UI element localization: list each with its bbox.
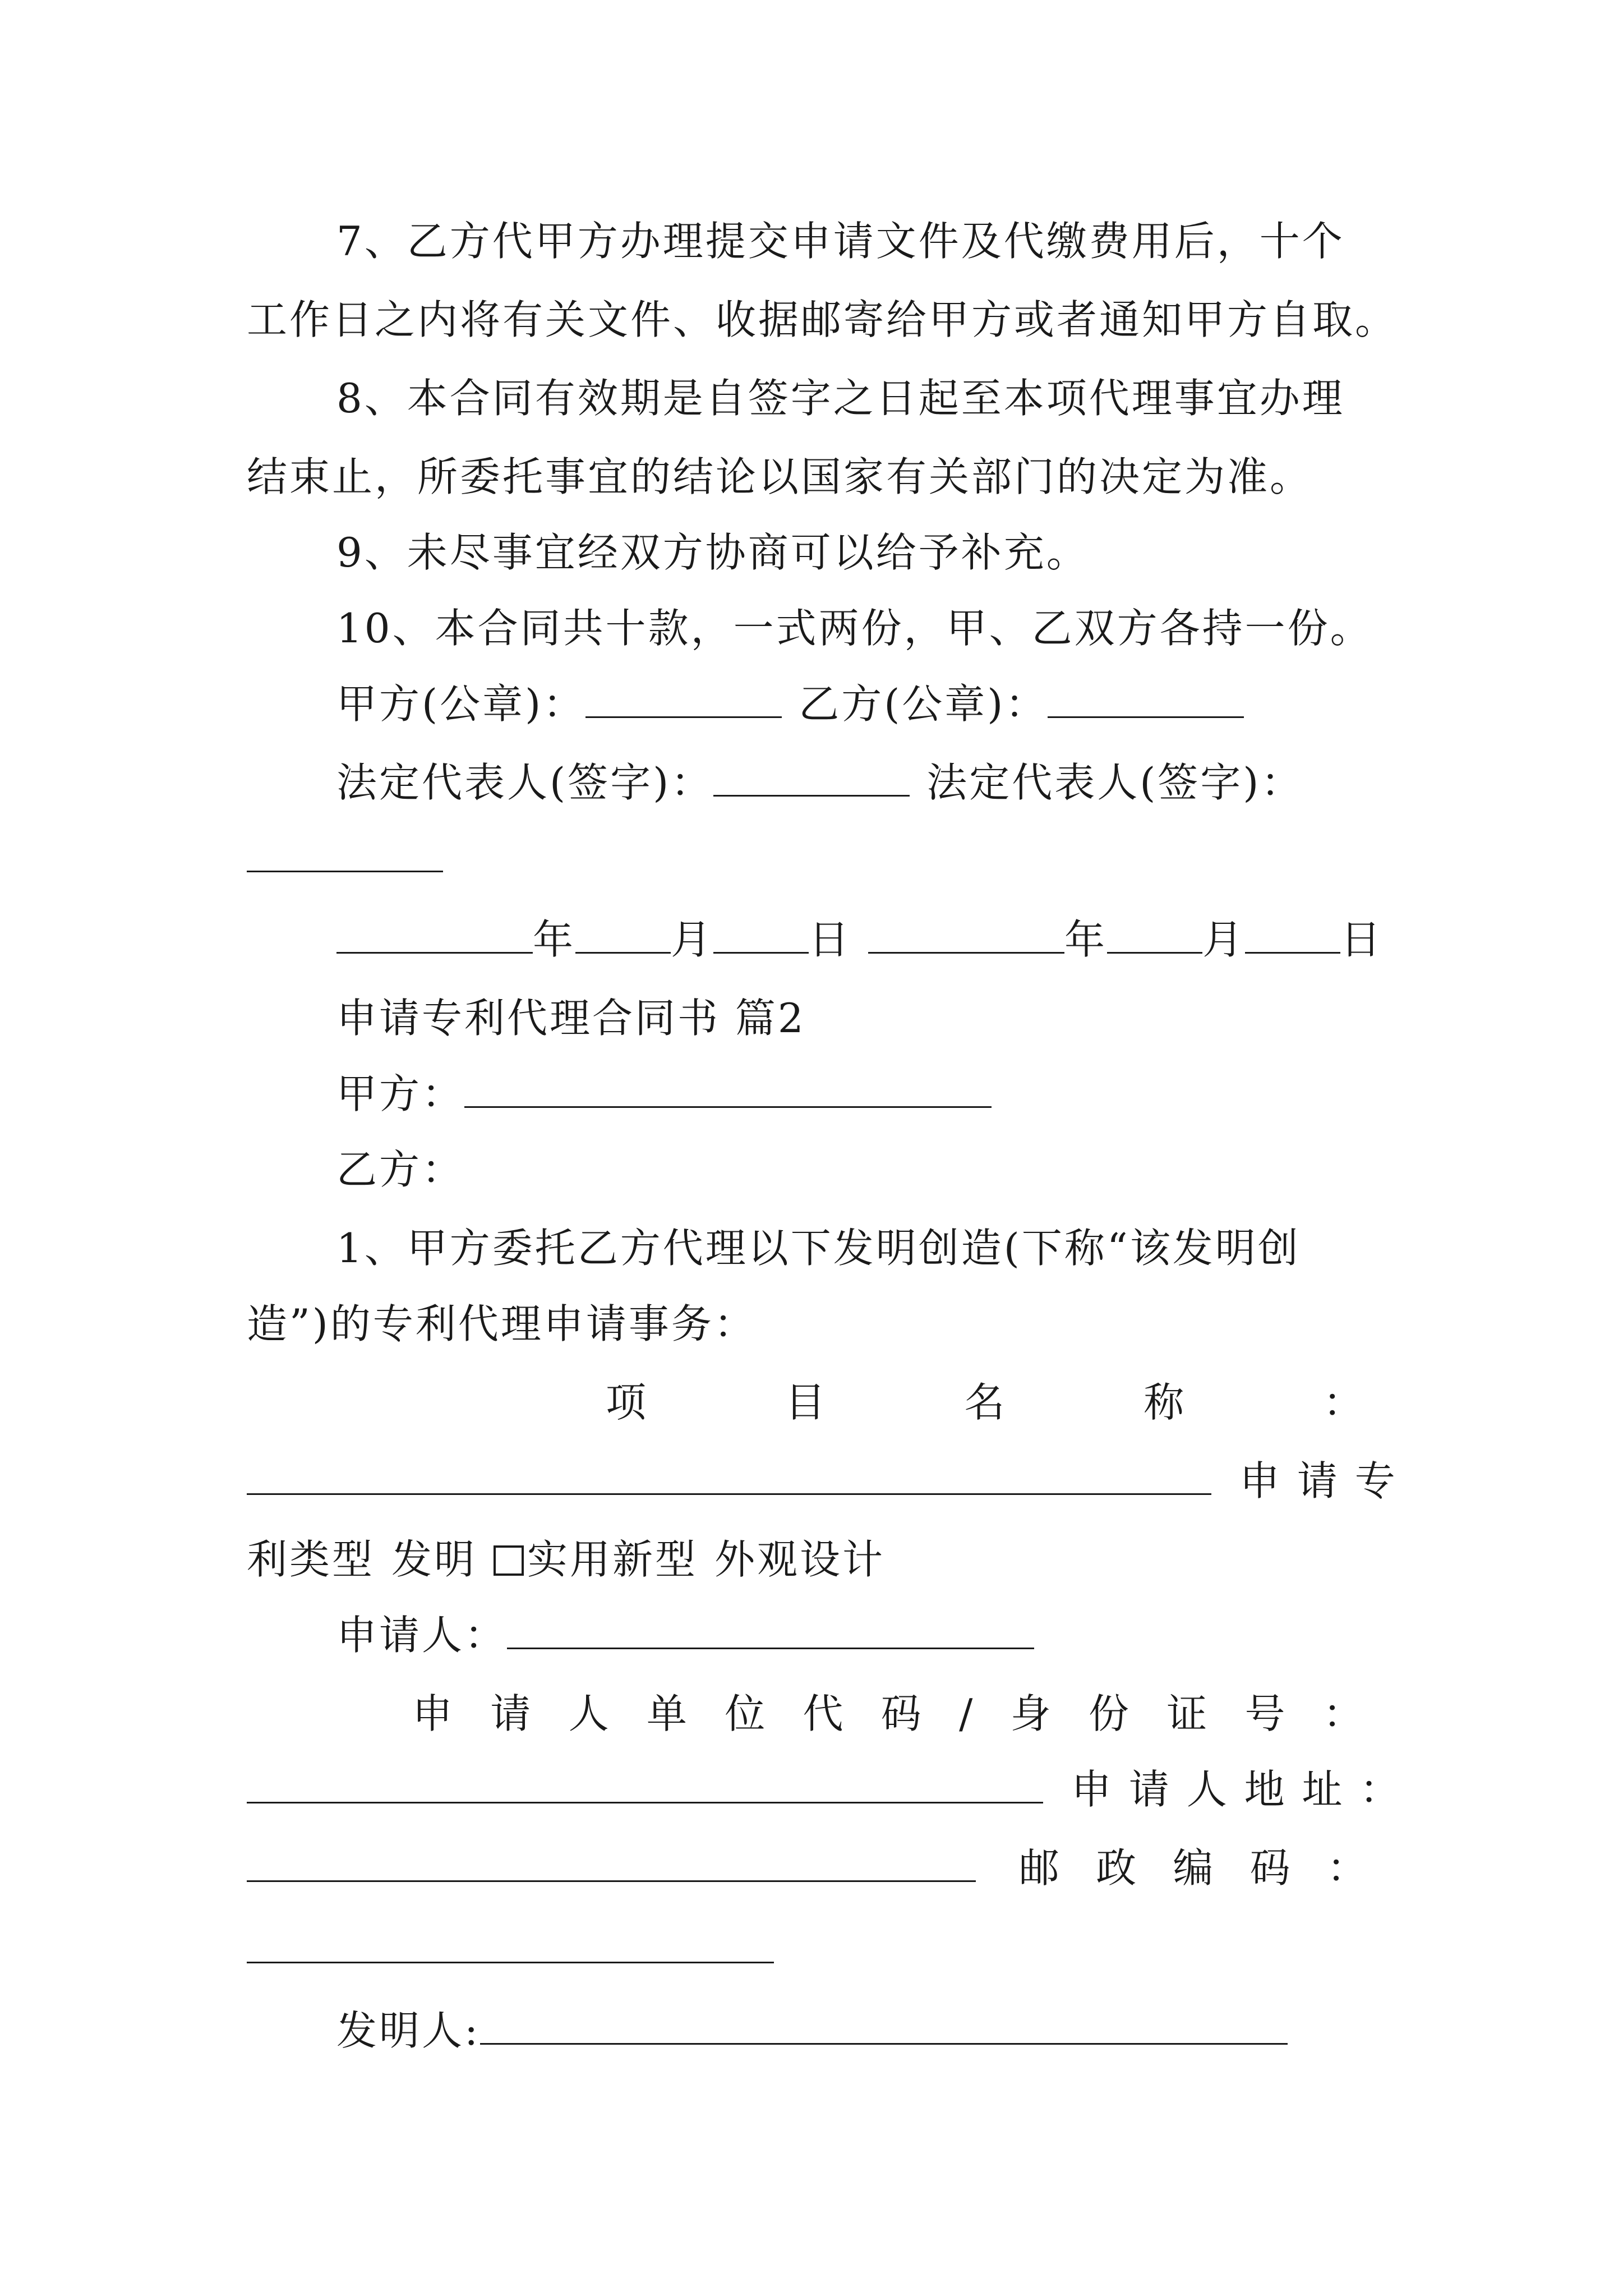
postal-code-label [1019,1829,1370,1907]
type-invention-option[interactable]: 发明 [391,1536,477,1583]
s2-clause-1-line-2: 造”)的专利代理申请事务： [247,1300,757,1347]
date-b-day-label: 日 [1340,916,1384,963]
date-b-month-label: 月 [1202,916,1246,963]
clause-8-line-1: 8、本合同有效期是自签字之日起至本项代理事宜办理 [336,375,1345,422]
party-a-blank[interactable] [464,1074,992,1108]
inventor-row [336,1991,1385,2070]
rep-a-label: 法定代表人(签字)： [336,759,714,806]
project-name-char: 项 [606,1379,649,1426]
date-a-month-blank[interactable] [575,919,671,954]
date-row [336,900,1385,979]
applicant-id-char: 号 [1244,1690,1288,1737]
applicant-id-blank[interactable] [247,1769,1043,1803]
applicant-id-blank-row [247,1750,1403,1829]
applicant-id-char: ： [1322,1690,1366,1737]
date-b-day-blank[interactable] [1245,919,1340,954]
applicant-address-label: 申 请 人 地 址 ： [1071,1766,1403,1813]
postal-code-blank[interactable] [247,1929,774,1963]
project-name-label [606,1363,1366,1442]
clause-7-line-2: 工作日之内将有关文件、收据邮寄给甲方或者通知甲方自取。 [247,296,1398,343]
inventor-label: 发明人: [336,2007,481,2054]
s2-clause-1-line-1: 1、甲方委托乙方代理以下发明创造(下称“该发明创 [336,1225,1301,1272]
patent-type-prefix: 申 请 专 [1239,1457,1398,1504]
rep-b-label: 法定代表人(签字)： [926,759,1304,806]
party-a-label: 甲方： [336,1070,465,1117]
rep-b-blank[interactable] [247,838,443,872]
project-name-blank-row [247,1442,1398,1520]
clause-8-line-2: 结束止，所委托事宜的结论以国家有关部门的决定为准。 [247,453,1313,500]
applicant-id-char: 单 [646,1690,689,1737]
applicant-id-char: 位 [725,1690,768,1737]
applicant-label: 申请人： [336,1612,508,1659]
representative-row [336,743,1385,822]
clause-7-line-1: 7、乙方代甲方办理提交申请文件及代缴费用后，十个 [336,218,1345,265]
clause-10: 10、本合同共十款，一式两份，甲、乙双方各持一份。 [336,605,1373,652]
party-a-row [336,1055,1385,1133]
patent-type-row [247,1520,1385,1599]
applicant-id-char: 人 [568,1690,611,1737]
date-a-day-label: 日 [809,916,852,963]
postal-code-char: 政 [1096,1844,1139,1892]
party-b-seal-blank[interactable] [1048,684,1244,718]
date-a-day-blank[interactable] [713,919,809,954]
party-a-seal-blank[interactable] [585,684,782,718]
date-a-year-label: 年 [533,916,576,963]
clause-9: 9、未尽事宜经双方协商可以给予补充。 [336,529,1089,576]
type-utility-option[interactable]: 实用新型 [527,1536,698,1583]
applicant-id-char: 份 [1088,1690,1131,1737]
project-name-char: 名 [964,1379,1007,1426]
postal-code-char: 编 [1173,1844,1216,1892]
postal-code-char: 邮 [1018,1844,1062,1892]
inventor-blank[interactable] [480,2010,1288,2045]
party-a-seal-label: 甲方(公章)： [336,680,586,728]
party-b-seal-label: 乙方(公章)： [799,680,1048,728]
postal-code-blank-row [247,1910,1385,1989]
applicant-id-char: 申 [412,1690,455,1737]
date-b-year-blank[interactable] [868,919,1064,954]
section-2-heading: 申请专利代理合同书 篇2 [336,995,806,1042]
applicant-row [336,1596,1385,1674]
applicant-blank[interactable] [507,1615,1034,1649]
date-b-year-label: 年 [1064,916,1108,963]
applicant-address-blank-row [247,1829,1385,1907]
applicant-id-char: 代 [803,1690,846,1737]
applicant-id-char: 身 [1010,1690,1053,1737]
applicant-id-char: 请 [490,1690,533,1737]
postal-code-char: 码 [1249,1844,1293,1892]
party-b-label: 乙方： [336,1146,465,1193]
applicant-id-label [412,1674,1366,1753]
applicant-address-blank[interactable] [247,1848,976,1882]
applicant-id-char: / [959,1690,975,1737]
project-name-char: ： [1322,1379,1366,1426]
seal-row [336,665,1385,743]
date-b-month-blank[interactable] [1107,919,1202,954]
project-name-blank[interactable] [247,1461,1211,1495]
postal-code-char: ： [1326,1844,1370,1892]
utility-model-checkbox[interactable] [494,1545,524,1576]
project-name-char: 目 [785,1379,828,1426]
type-design-option[interactable]: 外观设计 [714,1536,886,1583]
date-a-year-blank[interactable] [336,919,533,954]
patent-type-label: 利类型 [247,1536,375,1583]
applicant-id-char: 码 [880,1690,924,1737]
date-a-month-label: 月 [671,916,714,963]
project-name-char: 称 [1144,1379,1187,1426]
applicant-id-char: 证 [1166,1690,1210,1737]
rep-b-blank-row [247,819,1385,898]
rep-a-blank[interactable] [713,762,910,797]
